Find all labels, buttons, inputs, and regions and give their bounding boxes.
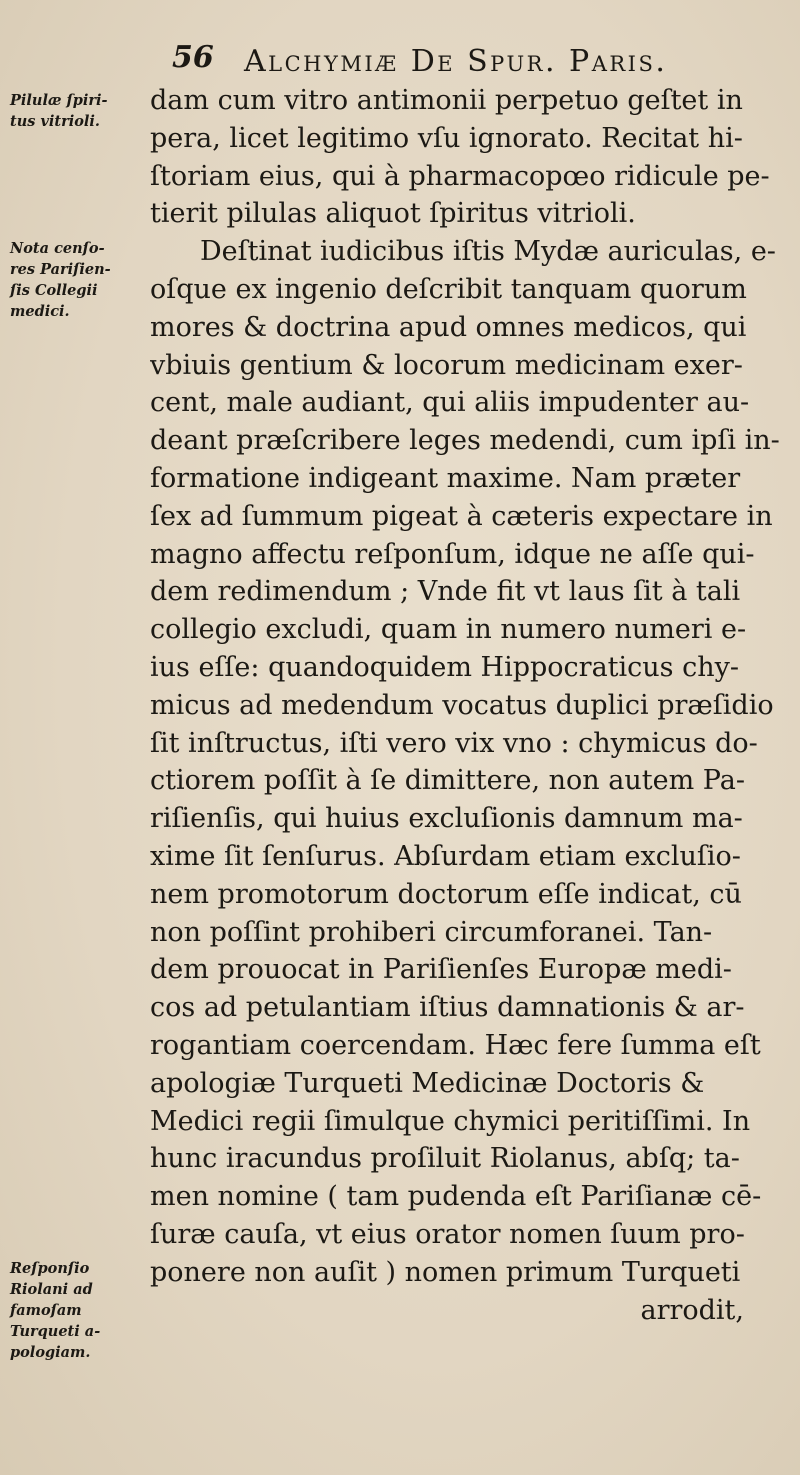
text-line: micus ad medendum vocatus duplici præſidio: [150, 689, 774, 721]
text-line: nem promotorum doctorum eſſe indicat, cū: [150, 878, 742, 910]
margin-note-line: Riolani ad: [10, 1281, 93, 1298]
text-line: ſtoriam eius, qui à pharmacopœo ridicule pe-: [150, 160, 770, 192]
text-line: collegio excludi, quam in numero numeri e-: [150, 614, 747, 646]
text-line: oſque ex ingenio deſcribit tanquam quorum: [150, 273, 747, 305]
margin-note-line: medici.: [10, 303, 70, 320]
margin-note-line: famoſam: [10, 1302, 82, 1319]
text-line: rogantiam coercendam. Hæc fere ſumma eſt: [150, 1029, 761, 1061]
text-line: ſit inſtructus, iſti vero vix vno : chymicus do-: [150, 727, 758, 759]
text-line: cent, male audiant, qui aliis impudenter au-: [150, 387, 750, 419]
text-line: deant præſcribere leges medendi, cum ipſi in-: [150, 425, 780, 457]
text-line: hunc iracundus proſiluit Riolanus, abſq; ta-: [150, 1143, 740, 1175]
text-line: pera, licet legitimo vſu ignorato. Recitat hi-: [150, 122, 743, 154]
text-line: apologiæ Turqueti Medicinæ Doctoris &: [150, 1067, 705, 1099]
margin-note-nota-censores: [10, 238, 150, 322]
text-line: dam cum vitro antimonii perpetuo geſtet in: [150, 85, 743, 116]
text-line: ctiorem poſſit à ſe dimittere, non autem Pa-: [150, 765, 745, 797]
text-line: magno affectu reſponſum, idque ne aſſe qui-: [150, 538, 755, 570]
text-line: xime ſit ſenſurus. Abſurdam etiam excluſio-: [150, 840, 741, 872]
text-line: ſex ad ſummum pigeat à cæteris expectare in: [150, 500, 773, 532]
margin-note-responsio: [10, 1258, 150, 1363]
text-line: riſienſis, qui huius excluſionis damnum ma-: [150, 803, 743, 835]
text-line: dem redimendum ; Vnde fit vt laus ſit à tali: [150, 576, 741, 608]
text-line: Deſtinat iudicibus iſtis Mydæ auriculas, e-: [200, 236, 776, 268]
text-line: ſuræ cauſa, vt eius orator nomen ſuum pro-: [150, 1218, 745, 1250]
text-line: formatione indigeant maxime. Nam præter: [150, 462, 741, 494]
text-line: men nomine ( tam pudenda eſt Pariſianæ cē-: [150, 1181, 762, 1213]
text-line: vbiuis gentium & locorum medicinam exer-: [150, 349, 743, 381]
margin-note-line: Pilulæ ſpiri-: [10, 92, 108, 109]
page-header: [172, 40, 772, 88]
text-line: non poſſint prohiberi circumforanei. Tan-: [150, 916, 713, 948]
margin-note-line: Nota cenſo-: [10, 240, 105, 257]
margin-note-line: Reſponſio: [10, 1260, 90, 1277]
margin-note-pilulae: [10, 90, 150, 132]
body-text: [150, 82, 790, 1329]
text-line: Medici regii ſimulque chymici peritiſſimi. In: [150, 1105, 751, 1137]
text-line: cos ad petulantiam iſtius damnationis & ar-: [150, 992, 745, 1024]
text-line: dem prouocat in Pariſienſes Europæ medi-: [150, 954, 732, 986]
text-line: tierit pilulas aliquot ſpiritus vitrioli.: [150, 198, 636, 230]
text-line: ponere non auſit ) nomen primum Turqueti: [150, 1256, 741, 1288]
margin-note-line: res Pariſien-: [10, 261, 111, 278]
catchword: arrodit,: [640, 1294, 744, 1326]
text-line: ius eſſe: quandoquidem Hippocraticus chy-: [150, 651, 739, 683]
running-head: Alchymiæ De Spur. Paris.: [244, 44, 668, 79]
margin-note-line: Turqueti a-: [10, 1323, 101, 1340]
margin-note-line: ſis Collegii: [10, 282, 98, 299]
margin-note-line: tus vitrioli.: [10, 113, 100, 130]
text-line: mores & doctrina apud omnes medicos, qui: [150, 311, 747, 343]
margin-note-line: pologiam.: [10, 1344, 91, 1361]
page-number: 56: [172, 40, 214, 75]
